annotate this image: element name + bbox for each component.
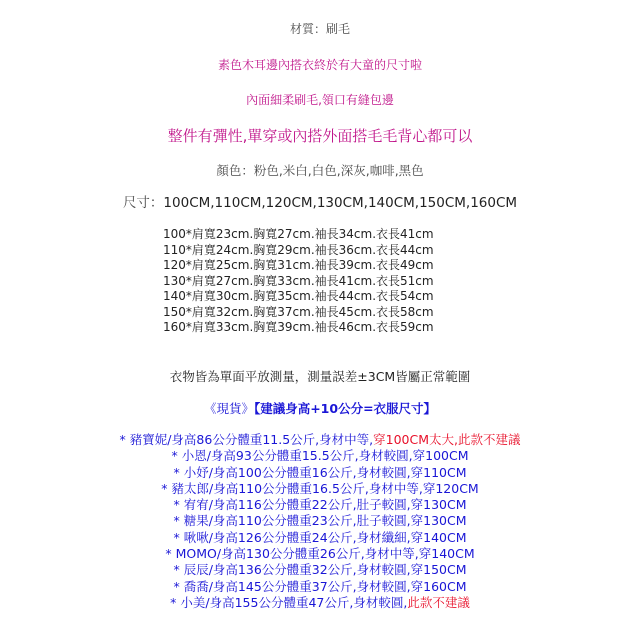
list-item [0,562,640,578]
reference-text: * 豬寶妮/身高86公分體重11.5公斤,身材中等, [119,432,374,447]
reference-text: * 小恩/身高93公分體重15.5公斤,身材較圓,穿100CM [171,448,469,464]
size-spec-row: 130*肩寬27cm.胸寬33cm.袖長41cm.衣長51cm [163,273,434,288]
list-item [0,579,640,595]
reference-text: * 宥宥/身高116公分體重22公斤,肚子較圓,穿130CM [173,497,467,513]
description-line-1: 素色木耳邊內搭衣終於有大童的尺寸啦 [217,58,422,72]
size-spec-row: 150*肩寬32cm.胸寬37cm.袖長45cm.衣長58cm [163,304,434,319]
size-spec-table [163,227,434,336]
list-item [0,465,640,481]
sizes-line [0,195,640,211]
reference-warning: 此款不建議 [407,594,470,610]
measurement-note: 衣物皆為單面平放測量，測量誤差±3CM皆屬正常範圍 [169,369,471,384]
size-spec-row: 140*肩寬30cm.胸寬35cm.袖長44cm.衣長54cm [163,289,434,303]
sizes-values: 100CM,110CM,120CM,130CM,140CM,150CM,160CM [163,195,518,211]
material-text: 材質：刷毛 [289,22,350,36]
sizes-label: 尺寸： [122,195,164,211]
list-item [0,513,640,529]
list-item [0,481,640,497]
reference-text: * 豬太郎/身高110公分體重16.5公斤,身材中等,穿120CM [161,480,479,496]
description-line-3: 整件有彈性,單穿或內搭外面搭毛毛背心都可以 [167,127,473,145]
reference-text: * 辰辰/身高136公分體重32公斤,身材較圓,穿150CM [173,562,467,578]
list-item [0,497,640,513]
size-advice: 【建議身高+10公分=衣服尺寸】 [253,401,437,416]
reference-text: * 糖果/身高110公分體重23公斤,肚子較圓,穿130CM [173,513,467,529]
colors-text: 顏色：粉色,米白,白色,深灰,咖啡,黑色 [216,163,424,178]
size-spec-row: 120*肩寬25cm.胸寬31cm.袖長39cm.衣長49cm [163,258,434,272]
instock-tag: 《現貨》 [203,401,254,416]
reference-text: * 小妤/身高100公分體重16公斤,身材較圓,穿110CM [173,464,467,480]
reference-text: * 小美/身高155公分體重47公斤,身材較圓, [170,594,408,610]
instock-line [0,401,640,416]
list-item [0,530,640,546]
list-item [0,546,640,562]
list-item [0,432,640,448]
reference-text: * MOMO/身高130公分體重26公斤,身材中等,穿140CM [165,546,475,562]
description-line-2: 內面細柔刷毛,領口有縫包邊 [246,93,394,107]
size-spec-row: 100*肩寬23cm.胸寬27cm.袖長34cm.衣長41cm [163,227,434,241]
size-spec-row: 110*肩寬24cm.胸寬29cm.袖長36cm.衣長44cm [163,242,434,257]
model-reference-list [0,432,640,611]
reference-text: * 喬喬/身高145公分體重37公斤,身材較圓,穿160CM [173,578,467,594]
list-item [0,595,640,611]
size-spec-row: 160*肩寬33cm.胸寬39cm.袖長46cm.衣長59cm [163,320,434,334]
reference-warning: 穿100CM太大,此款不建議 [373,432,521,447]
reference-text: * 啾啾/身高126公分體重24公斤,身材纖細,穿140CM [173,529,467,545]
list-item [0,448,640,464]
